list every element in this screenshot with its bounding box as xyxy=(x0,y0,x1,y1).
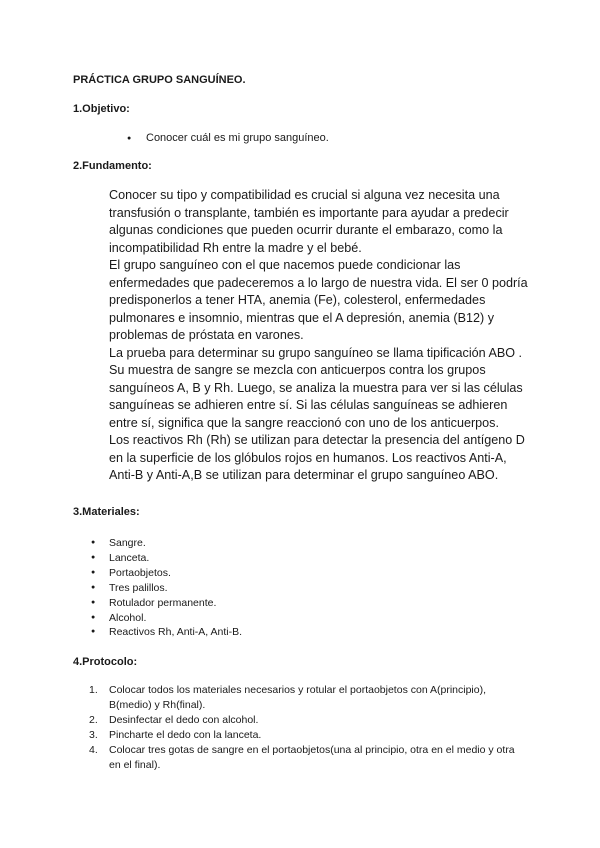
list-item-number: 2. xyxy=(89,713,98,726)
list-item xyxy=(89,683,524,713)
list-item-text: Pincharte el dedo con la lanceta. xyxy=(109,728,262,741)
fundamento-paragraph: La prueba para determinar su grupo sanguíneo se llama tipificación ABO . Su muestra de sangre se mezcla con anticuerpos contra los grupos sanguíneos A, B y Rh. Luego, se analiza la muestra para ver si las células sanguíneas se adhieren entre sí. Si las células sanguíneas se adhieren entre sí, significa que la sangre reaccionó con uno de los anticuerpos. xyxy=(109,345,523,430)
document-title: PRÁCTICA GRUPO SANGUÍNEO. xyxy=(73,74,246,86)
list-item xyxy=(89,743,524,773)
list-item-text: Colocar tres gotas de sangre en el portaobjetos(una al principio, otra en el medio y otra en el final). xyxy=(109,743,515,771)
list-item: ● Alcohol. xyxy=(109,611,242,626)
list-item: ● Reactivos Rh, Anti-A, Anti-B. xyxy=(109,625,242,640)
list-item xyxy=(89,713,524,728)
section-heading-protocolo: 4.Protocolo: xyxy=(73,656,138,668)
list-item: ● Lanceta. xyxy=(109,551,242,566)
list-item-text: Desinfectar el dedo con alcohol. xyxy=(109,713,259,726)
section-heading-objetivo: 1.Objetivo: xyxy=(73,103,130,115)
section-heading-materiales: 3.Materiales: xyxy=(73,506,140,518)
objetivo-item: ● Conocer cuál es mi grupo sanguíneo. xyxy=(146,131,329,146)
fundamento-text xyxy=(109,187,534,485)
list-item: ● Tres palillos. xyxy=(109,581,242,596)
fundamento-paragraph: Los reactivos Rh (Rh) se utilizan para detectar la presencia del antígeno D en la superficie de los glóbulos rojos en humanos. Los reactivos Anti-A, Anti-B y Anti-A,B se utilizan para determinar el grupo sanguíneo ABO. xyxy=(109,433,525,482)
list-item xyxy=(89,728,524,743)
list-item: ● Sangre. xyxy=(109,536,242,551)
materiales-list xyxy=(109,536,242,640)
section-heading-fundamento: 2.Fundamento: xyxy=(73,160,152,172)
fundamento-paragraph: El grupo sanguíneo con el que nacemos puede condicionar las enfermedades que padeceremos a lo largo de nuestra vida. El ser 0 podría predisponerlos a tener HTA, anemia (Fe), colesterol, enfermedades pulmonares e insomnio, mientras que el A depresión, anemia (B12) y problemas de próstata en varones. xyxy=(109,258,528,342)
fundamento-paragraph: Conocer su tipo y compatibilidad es crucial si alguna vez necesita una transfusión o transplante, también es importante para ayudar a predecir algunas condiciones que pueden ocurrir durante el embarazo, como la incompatibilidad Rh entre la madre y el bebé. xyxy=(109,188,509,255)
list-item-number: 1. xyxy=(89,684,98,696)
list-item-number: 3. xyxy=(89,728,98,741)
list-item-text: Colocar todos los materiales necesarios y rotular el portaobjetos con A(principio), B(medio) y Rh(final). xyxy=(109,684,487,711)
list-item: ● Rotulador permanente. xyxy=(109,596,242,611)
list-item-number: 4. xyxy=(89,743,98,756)
protocolo-list xyxy=(89,683,524,772)
list-item: ● Portaobjetos. xyxy=(109,566,242,581)
